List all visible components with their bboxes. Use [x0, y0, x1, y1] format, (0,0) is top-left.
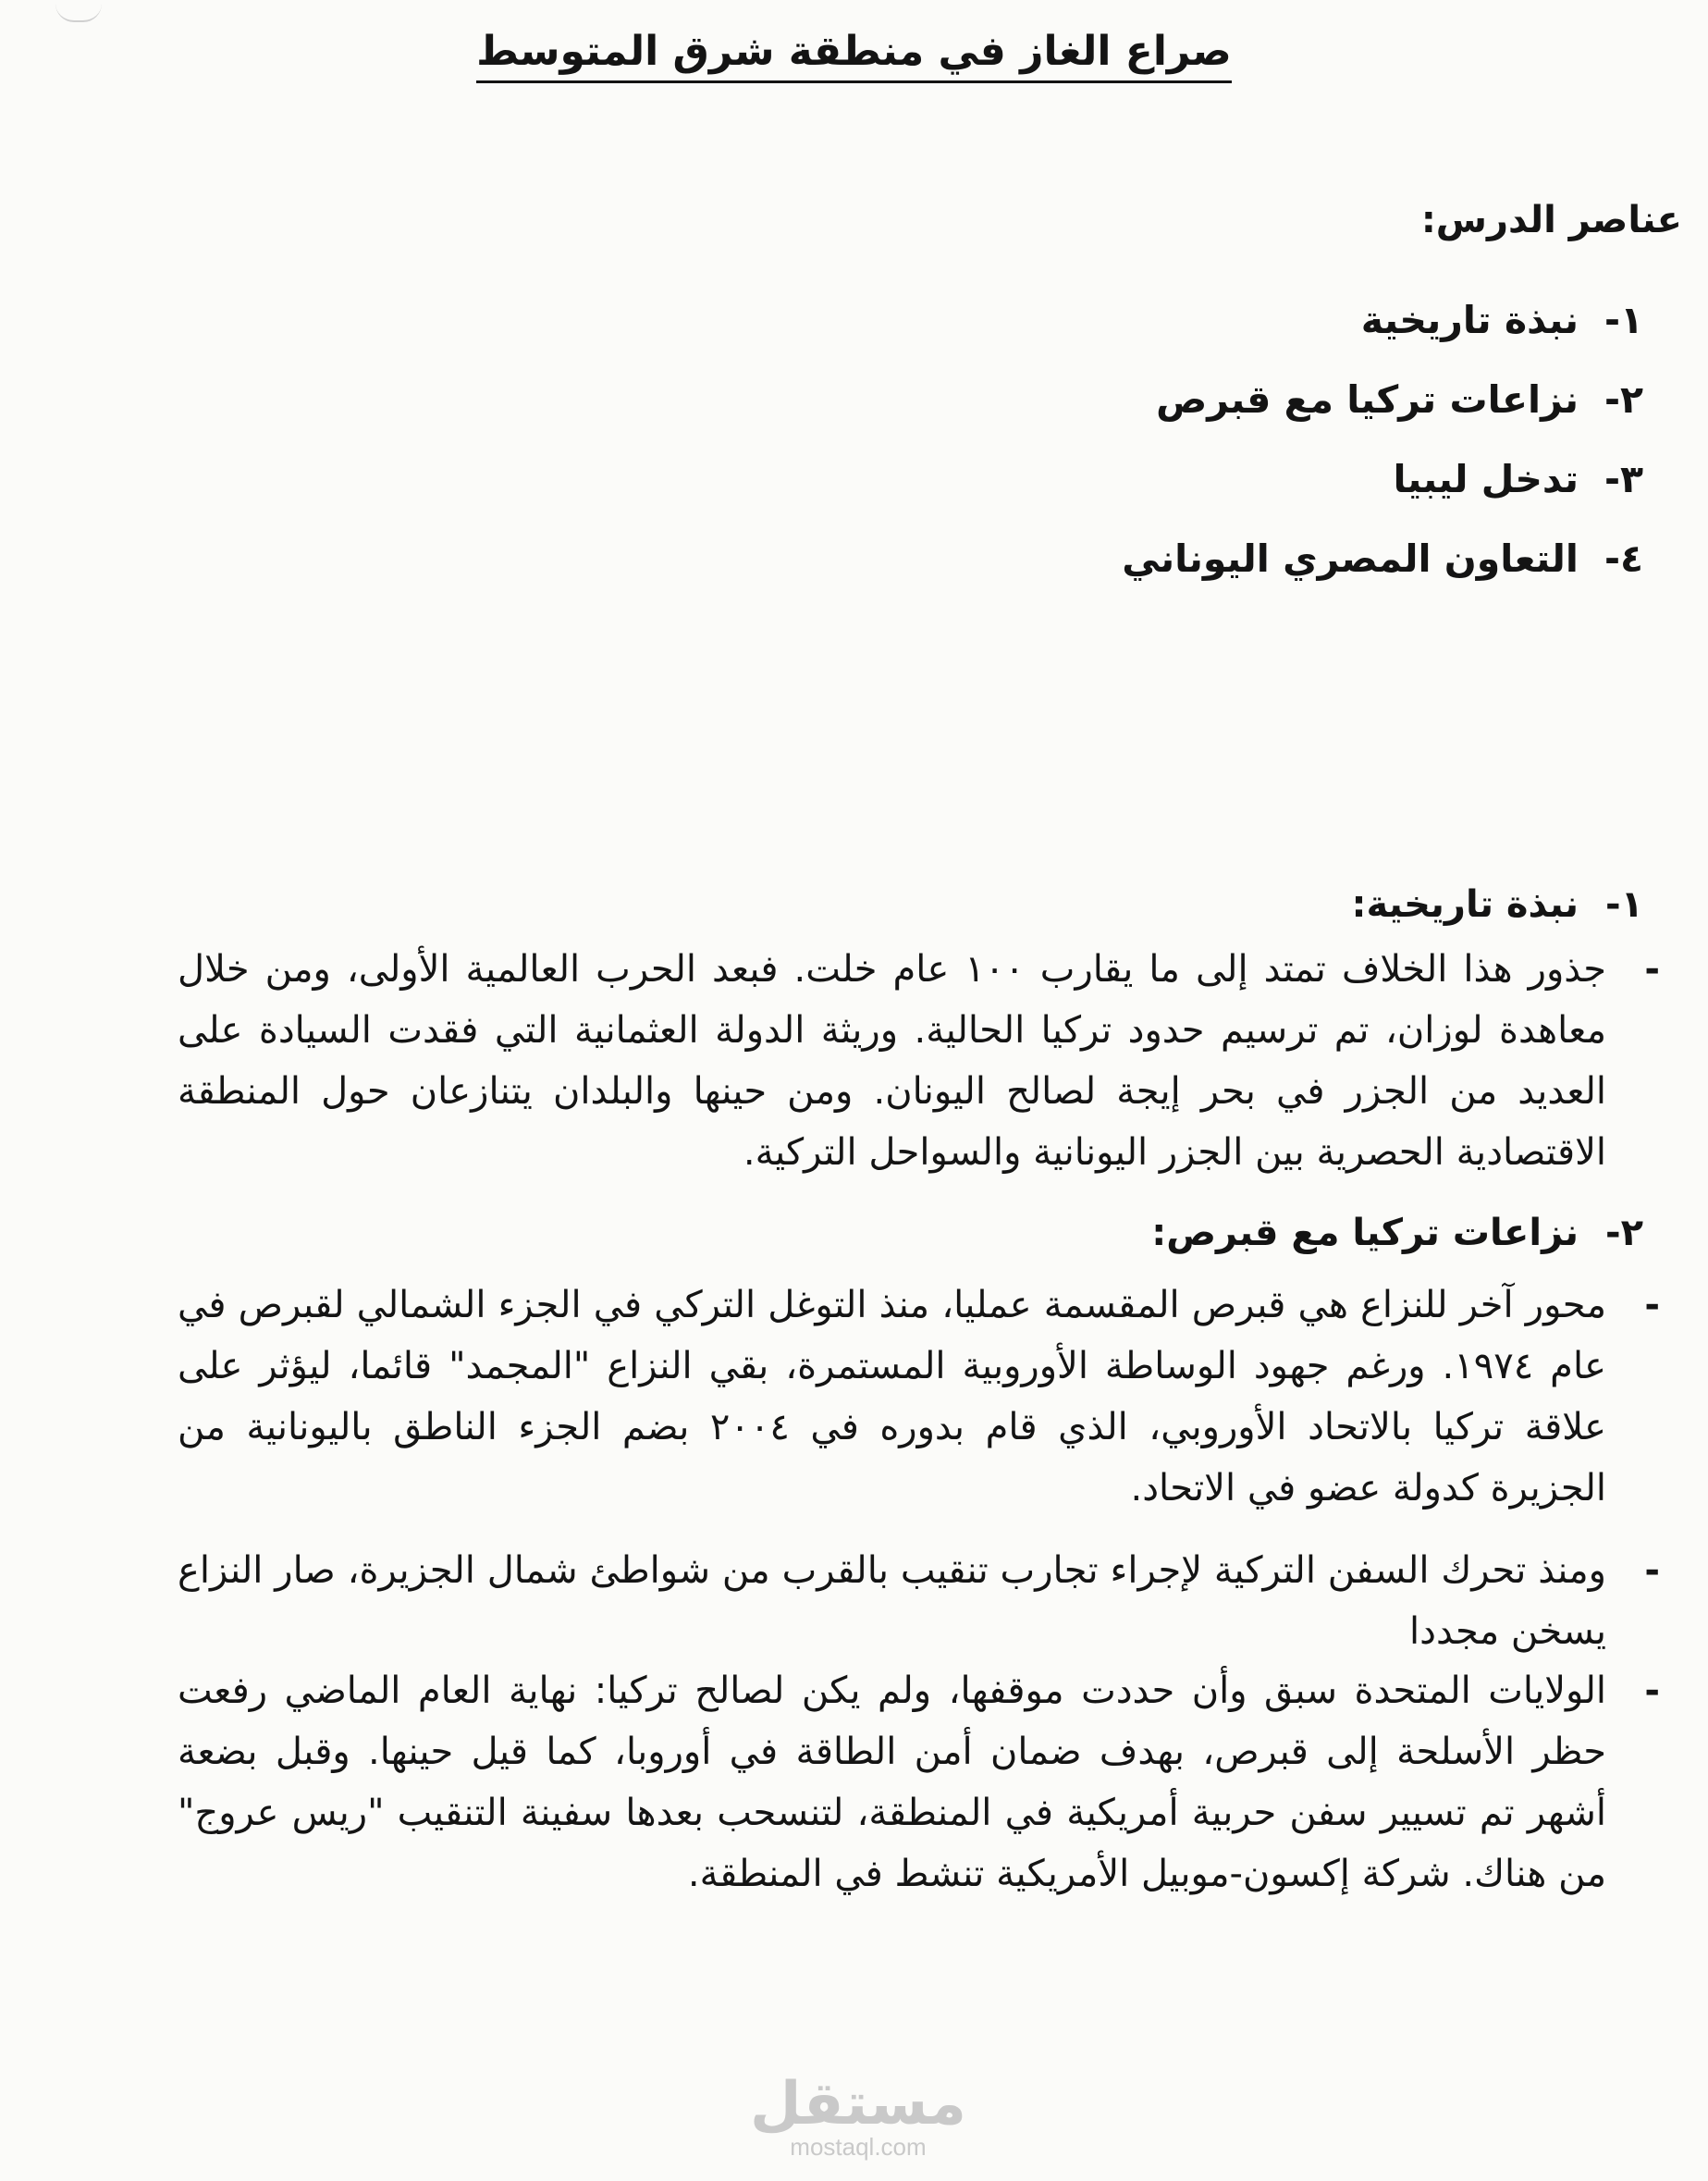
toc-heading: عناصر الدرس:: [1420, 199, 1682, 241]
toc-item-label: التعاون المصري اليوناني: [1122, 536, 1579, 581]
paragraph: [178, 939, 1660, 1183]
watermark: [747, 2072, 969, 2162]
toc-item-number: ٣-: [1604, 457, 1643, 501]
watermark-logo: مستقل: [749, 2070, 967, 2138]
paragraph: [178, 1540, 1660, 1662]
toc-item: [1122, 453, 1643, 533]
toc-item-number: ٤-: [1604, 536, 1643, 581]
section-heading-history: [1352, 883, 1644, 926]
paragraph-text: محور آخر للنزاع هي قبرص المقسمة عمليا، منذ التوغل التركي في الجزء الشمالي لقبرص في عام ١٩٧٤. ورغم جهود الوساطة الأوروبية المستمرة، بقي النزاع "المجمد" قائما، ليؤثر على علاقة تركيا بالاتحاد الأوروبي، الذي قام بدوره في ٢٠٠٤ بضم الجزء الناطق باليونانية من الجزيرة كدولة عضو في الاتحاد.: [178, 1284, 1606, 1509]
paragraph: [178, 1660, 1660, 1904]
paragraph: [178, 1275, 1660, 1519]
section-number: ٢-: [1604, 1212, 1643, 1254]
bullet-marker: -: [1644, 948, 1660, 991]
toc-item-number: ١-: [1604, 298, 1643, 342]
toc-item-label: تدخل ليبيا: [1393, 457, 1579, 501]
page-title-text: صراع الغاز في منطقة شرق المتوسط: [476, 28, 1232, 83]
bullet-marker: -: [1644, 1549, 1660, 1592]
toc-list: [1122, 294, 1643, 612]
toc-item: [1122, 533, 1643, 612]
toc-item: [1122, 294, 1643, 374]
paragraph-text: ومنذ تحرك السفن التركية لإجراء تجارب تنقيب بالقرب من شواطئ شمال الجزيرة، صار النزاع يسخن مجددا: [178, 1549, 1606, 1653]
bullet-marker: -: [1644, 1284, 1660, 1326]
scan-mark: [55, 0, 102, 22]
section-heading-text: نزاعات تركيا مع قبرص:: [1151, 1212, 1579, 1254]
toc-item-label: نزاعات تركيا مع قبرص: [1156, 377, 1579, 422]
toc-item: [1122, 374, 1643, 453]
paragraph-text: جذور هذا الخلاف تمتد إلى ما يقارب ١٠٠ عام خلت. فبعد الحرب العالمية الأولى، ومن خلال معاهدة لوزان، تم ترسيم حدود تركيا الحالية. وريثة الدولة العثمانية التي فقدت السيادة على العديد من الجزر في بحر إيجة لصالح اليونان. ومن حينها والبلدان يتنازعان حول المنطقة الاقتصادية الحصرية بين الجزر اليونانية والسواحل التركية.: [178, 948, 1606, 1174]
watermark-url: mostaql.com: [790, 2133, 927, 2161]
bullet-marker: -: [1644, 1670, 1660, 1712]
section-heading-cyprus: [1151, 1212, 1643, 1254]
page-title: [0, 28, 1708, 83]
toc-item-number: ٢-: [1604, 377, 1643, 422]
section-number: ١-: [1604, 883, 1643, 926]
paragraph-text: الولايات المتحدة سبق وأن حددت موقفها، ولم يكن لصالح تركيا: نهاية العام الماضي رفعت حظر الأسلحة إلى قبرص، بهدف ضمان أمن الطاقة في أوروبا، كما قيل حينها. وقبل بضعة أشهر تم تسيير سفن حربية أمريكية في المنطقة، لتنسحب بعدها سفينة التنقيب "ريس عروج" من هناك. شركة إكسون-موبيل الأمريكية تنشط في المنطقة.: [178, 1670, 1606, 1895]
toc-item-label: نبذة تاريخية: [1360, 298, 1579, 342]
section-heading-text: نبذة تاريخية:: [1351, 883, 1579, 926]
